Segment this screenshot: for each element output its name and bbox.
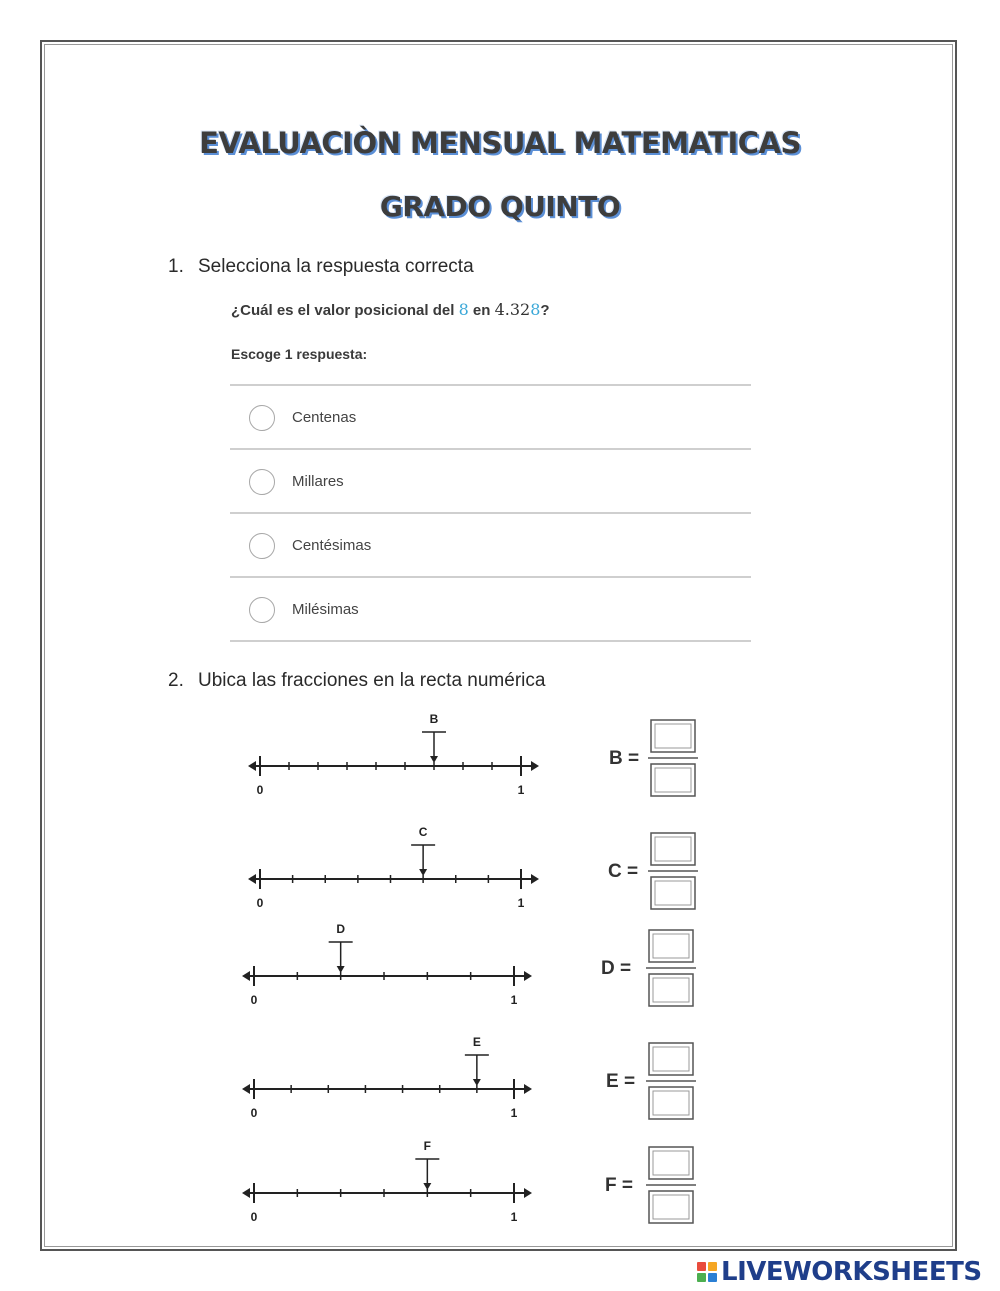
answer-label: C =	[608, 861, 639, 882]
liveworksheets-logo	[697, 1258, 982, 1286]
option-label: Centésimas	[292, 537, 372, 554]
left-arrow-icon	[242, 1084, 250, 1094]
left-arrow-icon	[242, 1188, 250, 1198]
pointer-arrow-icon	[430, 756, 438, 763]
numerator-box[interactable]	[649, 1147, 693, 1179]
tick-label-end: 1	[517, 783, 525, 797]
tick-label-end: 1	[510, 993, 518, 1007]
prompt-prefix: ¿Cuál es el valor posicional del	[231, 302, 459, 319]
right-arrow-icon	[524, 1084, 532, 1094]
tick-label-start: 0	[250, 1210, 258, 1224]
denominator-box[interactable]	[651, 764, 695, 796]
numerator-box[interactable]	[651, 720, 695, 752]
tick-label-end: 1	[517, 896, 525, 910]
denominator-box[interactable]	[649, 1191, 693, 1223]
answer-label: F =	[605, 1175, 633, 1196]
numerator-box[interactable]	[649, 1043, 693, 1075]
logo-mark-icon	[697, 1262, 717, 1282]
right-arrow-icon	[524, 1188, 532, 1198]
denominator-box[interactable]	[649, 1087, 693, 1119]
quiz-instruction: Escoge 1 respuesta:	[231, 346, 368, 362]
right-arrow-icon	[531, 874, 539, 884]
answer-label: D =	[601, 958, 632, 979]
pointer-arrow-icon	[419, 869, 427, 876]
number-blue: 8	[530, 300, 541, 319]
pointer-label: B	[429, 712, 439, 726]
right-arrow-icon	[524, 971, 532, 981]
tick-label-end: 1	[510, 1210, 518, 1224]
pointer-label: D	[336, 922, 346, 936]
question1-text: Selecciona la respuesta correcta	[198, 256, 474, 277]
logo-text: LIVEWORKSHEETS	[721, 1257, 982, 1287]
pointer-label: C	[418, 825, 428, 839]
pointer-label: F	[423, 1139, 432, 1153]
right-arrow-icon	[531, 761, 539, 771]
option-label: Centenas	[292, 409, 357, 426]
pointer-arrow-icon	[423, 1183, 431, 1190]
left-arrow-icon	[242, 971, 250, 981]
question2-text: Ubica las fracciones en la recta numérica	[198, 670, 546, 691]
option-label: Millares	[292, 473, 344, 490]
left-arrow-icon	[248, 761, 256, 771]
tick-label-start: 0	[250, 1106, 258, 1120]
title-line1: EVALUACIÒN MENSUAL MATEMATICAS	[199, 126, 801, 160]
answer-label: E =	[606, 1071, 636, 1092]
question1-number: 1.	[168, 256, 184, 277]
denominator-box[interactable]	[649, 974, 693, 1006]
number-dark: 4.32	[494, 300, 531, 319]
option-label: Milésimas	[292, 601, 359, 618]
pointer-arrow-icon	[337, 966, 345, 973]
prompt-mid: en	[468, 302, 495, 319]
prompt-suffix: ?	[540, 302, 550, 319]
tick-label-end: 1	[510, 1106, 518, 1120]
pointer-arrow-icon	[473, 1079, 481, 1086]
pointer-label: E	[472, 1035, 481, 1049]
numerator-box[interactable]	[651, 833, 695, 865]
highlight-digit: 8	[458, 300, 469, 319]
answer-label: B =	[609, 748, 640, 769]
numerator-box[interactable]	[649, 930, 693, 962]
tick-label-start: 0	[250, 993, 258, 1007]
denominator-box[interactable]	[651, 877, 695, 909]
tick-label-start: 0	[256, 783, 264, 797]
tick-label-start: 0	[256, 896, 264, 910]
left-arrow-icon	[248, 874, 256, 884]
title-line2: GRADO QUINTO	[379, 190, 621, 223]
question2-number: 2.	[168, 670, 184, 691]
